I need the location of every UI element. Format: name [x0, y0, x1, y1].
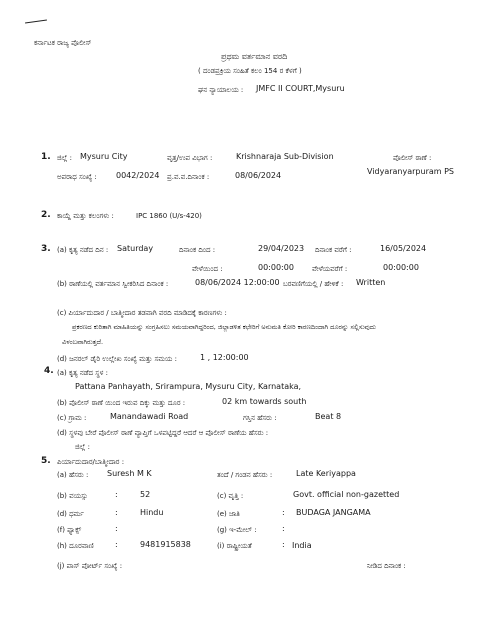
age-value: 52 [140, 490, 151, 499]
nationality-label: (i) ರಾಷ್ಟ್ರೀಯತೆ [217, 542, 252, 550]
fax-label: (f) ಫ್ಯಾಕ್ಸ್ [57, 526, 82, 534]
fax-colon: : [115, 524, 118, 533]
direction-distance-label: (b) ಪೊಲೀಸ್ ಠಾಣೆ ಯಿಂದ ಇರುವ ದಿಕ್ಕು ಮತ್ತು ದೂರ : [57, 399, 186, 407]
district-label: ಜಿಲ್ಲೆ : [57, 154, 72, 162]
age-label: (b) ವಯಸ್ಸು [57, 492, 88, 500]
complainant-label: ಪಿರ್ಯಾದುದಾರ/ಬಾತ್ಮೀದಾರ : [57, 458, 125, 466]
occurrence-day-label: (a) ಕೃತ್ಯ ನಡೆದ ದಿನ : [57, 246, 109, 254]
section-1-number: 1. [41, 152, 51, 162]
age-colon: : [115, 490, 118, 499]
beat-label: ಗಸ್ತಿನ ಹೆಸರು : [243, 414, 277, 422]
division-value: Krishnaraja Sub-Division [236, 152, 334, 161]
entry-type-label: ಬರವಣಿಗೆಯಲ್ಲಿ / ಹೇಳಿಕೆ : [283, 280, 344, 288]
nationality-value: India [292, 541, 312, 550]
to-time-label: ವೇಳೆಯವರೆಗೆ : [312, 265, 348, 273]
occupation-value: Govt. official non-gazetted [293, 490, 400, 499]
station-value: Vidyaranyarpuram PS [367, 167, 454, 176]
to-date-value: 16/05/2024 [380, 244, 427, 253]
section-2-number: 2. [41, 210, 51, 220]
delay-reason-line-1: ಪ್ರಕರಣದ ಕುರಿತಾಗಿ ಮಾಹಿತಿಯನ್ನು ಸಂಗ್ರಹಿಸಲು ಸಮಯವಾಗಿದ್ದರಿಂದ, ಜಿಲ್ಲಾಡಳಿತ ಕಛೇರಿಗೆ ಅನುಮತಿ ಕೋರಿ ಕಾರಣದಿಂದಾಗಿ ದೂರನ್ನು ಸಲ್ಲಿಸುವುದು [72, 323, 376, 331]
religion-colon: : [115, 508, 118, 517]
document-title: ಪ್ರಥಮ ವರ್ತಮಾನ ವರದಿ [221, 52, 288, 61]
pen-mark [25, 19, 47, 23]
from-date-label: ದಿನಾಂಕ ದಿಂದ : [179, 246, 216, 254]
issue-date-label: ನೀಡಿದ ದಿನಾಂಕ : [367, 562, 406, 570]
section-4-number: 4. [44, 366, 54, 376]
village-value: Manandawadi Road [110, 412, 189, 421]
crime-number-value: 0042/2024 [116, 171, 160, 180]
section-5-number: 5. [41, 456, 51, 466]
occurrence-day-value: Saturday [117, 244, 154, 253]
general-diary-label: (d) ಜನರಲ್ ಡೈರಿ ಉಲ್ಲೇಖ ಸಂಖ್ಯೆ ಮತ್ತು ಸಮಯ : [57, 355, 178, 363]
caste-value: BUDAGA JANGAMA [296, 508, 371, 517]
department-name: ಕರ್ನಾಟಕ ರಾಜ್ಯ ಪೊಲೀಸ್ [34, 39, 92, 47]
religion-label: (d) ಧರ್ಮ [57, 510, 84, 518]
crime-number-label: ಅಪರಾಧ ಸಂಖ್ಯೆ : [57, 173, 97, 181]
to-date-label: ದಿನಾಂಕ ವರೆಗೆ : [315, 246, 352, 254]
caste-label: (e) ಜಾತಿ [217, 510, 240, 518]
station-label: ಪೊಲೀಸ್ ಠಾಣೆ : [393, 154, 432, 162]
email-label: (g) ಇ-ಮೇಲ್ : [217, 526, 257, 534]
court-label: ಘನ ನ್ಯಾಯಾಲಯ : [198, 86, 244, 94]
father-name-value: Late Keriyappa [296, 469, 356, 478]
place-of-occurrence-label: (a) ಕೃತ್ಯ ನಡೆದ ಸ್ಥಳ : [57, 369, 109, 377]
info-received-label: (b) ಠಾಣೆಯಲ್ಲಿ ವರ್ತಮಾನ ಸ್ವೀಕರಿಸಿದ ದಿನಾಂಕ : [57, 280, 169, 288]
beat-value: Beat 8 [315, 412, 342, 421]
from-date-value: 29/04/2023 [258, 244, 305, 253]
phone-value: 9481915838 [140, 540, 191, 549]
info-received-value: 08/06/2024 12:00:00 [195, 278, 280, 287]
village-label: (c) ಗ್ರಾಮ : [57, 414, 87, 422]
court-value: JMFC II COURT,Mysuru [256, 84, 345, 93]
acts-value: IPC 1860 (U/s-420) [136, 212, 202, 220]
delay-reason-line-2: ವಿಳಂಬವಾಗಿರುತ್ತದೆ. [62, 338, 104, 346]
district-value: Mysuru City [80, 152, 128, 161]
email-colon: : [282, 524, 285, 533]
other-district-label: ಜಿಲ್ಲೆ : [75, 443, 90, 451]
section-3-number: 3. [41, 244, 51, 254]
phone-colon: : [115, 540, 118, 549]
caste-colon: : [282, 508, 285, 517]
phone-label: (h) ದೂರವಾಣಿ [57, 542, 94, 550]
name-label: (a) ಹೆಸರು : [57, 471, 89, 479]
document-subtitle: ( ದಂಡಪ್ರಕ್ರಿಯ ಸಂಹಿತೆ ಕಲಂ 154 ರ ಕೆಳಗೆ ) [198, 67, 302, 75]
entry-type-value: Written [356, 278, 386, 287]
other-station-label: (d) ಸ್ಥಳವು ಬೇರೆ ಪೊಲೀಸ್ ಠಾಣೆ ವ್ಯಾಪ್ತಿಗೆ ಒಳಪಟ್ಟಿದ್ದರೆ ಆದರೆ ಆ ಪೊಲೀಸ್ ಠಾಣೆಯ ಹೆಸರು : [57, 429, 269, 437]
acts-label: ಕಾಯ್ದೆ ಮತ್ತು ಕಲಂಗಳು : [57, 212, 114, 220]
division-label: ವೃತ್ತ/ಉಪ ವಿಭಾಗ : [167, 154, 213, 162]
fir-date-label: ಪ್ರ.ವ.ವ.ದಿನಾಂಕ : [167, 173, 210, 181]
nationality-colon: : [282, 540, 285, 549]
name-value: Suresh M K [107, 469, 152, 478]
religion-value: Hindu [140, 508, 164, 517]
to-time-value: 00:00:00 [383, 263, 419, 272]
general-diary-value: 1 , 12:00:00 [200, 353, 249, 362]
place-address: Pattana Panhayath, Srirampura, Mysuru City, Karnataka, [75, 382, 302, 391]
fir-date-value: 08/06/2024 [235, 171, 282, 180]
father-name-label: ತಂದೆ / ಗಂಡನ ಹೆಸರು : [217, 471, 273, 479]
occupation-label: (c) ವೃತ್ತಿ : [217, 492, 244, 500]
passport-label: (j) ಪಾಸ್ ಪೋರ್ಟ್ ಸಂಖ್ಯೆ : [57, 562, 123, 570]
delay-reason-label: (c) ಪಿರ್ಯಾದುದಾರ / ಬಾತ್ಮೀದಾರ ತಡವಾಗಿ ವರದಿ ಮಾಡಿದಕ್ಕೆ ಕಾರಣಗಳು : [57, 309, 227, 317]
direction-distance-value: 02 km towards south [222, 397, 307, 406]
from-time-value: 00:00:00 [258, 263, 294, 272]
from-time-label: ವೇಳೆಯಿಂದ : [192, 265, 223, 273]
